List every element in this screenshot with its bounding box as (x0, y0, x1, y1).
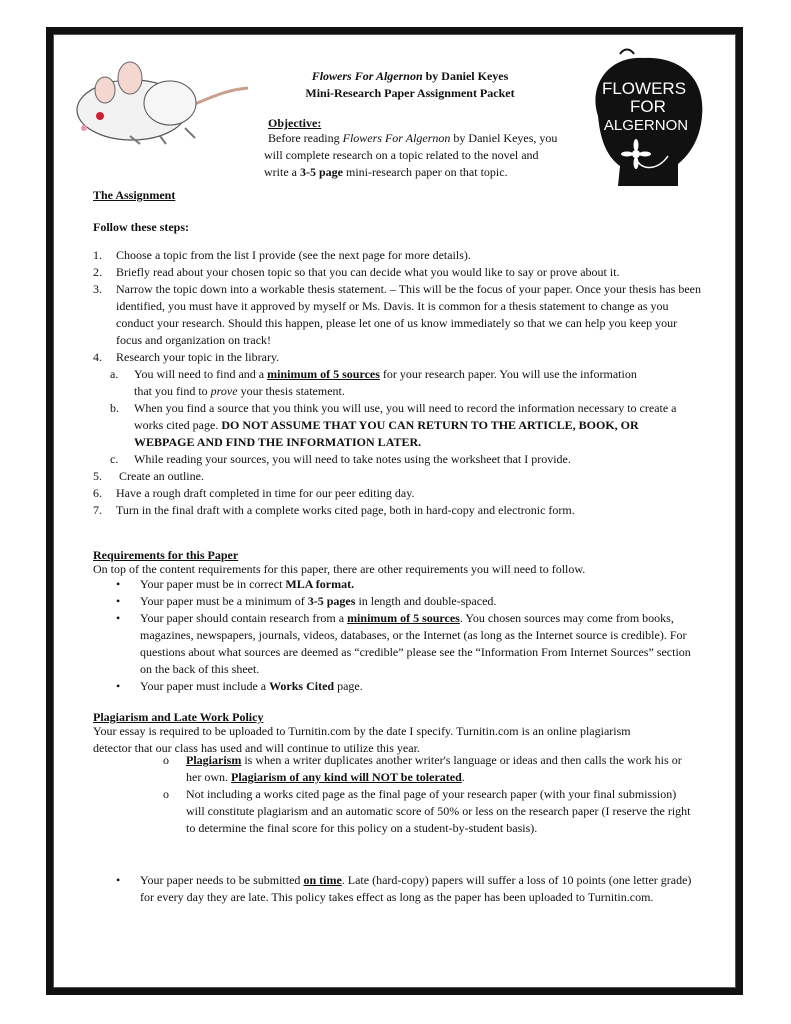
list-item: 6. Have a rough draft completed in time for our peer editing day. (93, 486, 415, 500)
sub-list-item-c: c. While reading your sources, you will need to take notes using the worksheet that I provide. (110, 452, 571, 466)
logo-line-1: FLOWERS (601, 79, 687, 98)
plagiarism-item: o Not including a works cited page as the final page of your research paper (with your final submission) will constitute plagiarism and an automatic score of 50% or less on the research paper (I reserve the right to determine the final score for this policy on a student-by-student basis). (163, 787, 691, 835)
document-title: Flowers For Algernon by Daniel Keyes (311, 69, 509, 83)
requirements-intro: On top of the content requirements for this paper, there are other requirements you will need to follow. (93, 562, 586, 576)
requirement-item: • Your paper must include a Works Cited page. (116, 679, 363, 693)
sub-list-item-b: b. When you find a source that you think you will use, you will need to record the information necessary to create a works cited page. DO NOT ASSUME THAT YOU CAN RETURN TO THE ARTICLE, BOOK, OR WEBPAGE AND FIND THE INFORMATION LATER. (110, 401, 677, 449)
document-subtitle: Mini-Research Paper Assignment Packet (305, 86, 515, 100)
list-item: 5. Create an outline. (93, 469, 204, 483)
list-item: 4. Research your topic in the library. (93, 350, 280, 364)
plagiarism-heading: Plagiarism and Late Work Policy (93, 710, 264, 724)
steps-heading: Follow these steps: (93, 220, 189, 234)
mouse-illustration (70, 48, 250, 148)
requirement-item: • Your paper must be in correct MLA format. (116, 577, 355, 591)
list-item: 7. Turn in the final draft with a complete works cited page, both in hard-copy and electronic form. (93, 503, 575, 517)
list-item: 2. Briefly read about your chosen topic so that you can decide what you would like to say or prove about it. (93, 265, 620, 279)
list-item: 3. Narrow the topic down into a workable thesis statement. – This will be the focus of your paper. Once your thesis has been identified, you must have it approved by myself or Ms. Davis. It is common for a thesis statement to change as you conduct your research. Should this happen, please let one of us know immediately so that we can help you keep your focus and organization on track! (93, 282, 701, 347)
logo-line-3: ALGERNON (603, 117, 689, 134)
objective-text: Before reading Flowers For Algernon by Daniel Keyes, you will complete research on a topic related to the novel and write a 3-5 page mini-research paper on that topic. (264, 131, 558, 179)
book-logo (578, 46, 718, 194)
objective-heading: Objective: (268, 116, 322, 130)
requirement-item: • Your paper must be a minimum of 3-5 pages in length and double-spaced. (116, 594, 497, 608)
requirements-heading: Requirements for this Paper (93, 548, 239, 562)
plagiarism-intro: Your essay is required to be uploaded to Turnitin.com by the date I specify. Turnitin.com is an online plagiarism detector that our class has used and will continue to utilize this year. (93, 724, 631, 755)
plagiarism-item: o Plagiarism is when a writer duplicates another writer's language or ideas and then calls the work his or her own. Plagiarism of any kind will NOT be tolerated. (163, 753, 682, 784)
requirement-item: • Your paper should contain research from a minimum of 5 sources. You chosen sources may come from books, magazines, newspapers, journals, videos, databases, or the Internet (as long as the Internet source is credible). For questions about what sources are deemed as “credible” please see the “Information From Internet Sources” section on the back of this sheet. (116, 611, 691, 676)
assignment-heading: The Assignment (93, 188, 176, 202)
sub-list-item-a: a. You will need to find and a minimum of 5 sources for your research paper. You will use the information that you find to prove your thesis statement. (110, 367, 637, 398)
logo-line-2: FOR (630, 97, 666, 116)
list-item: 1. Choose a topic from the list I provide (see the next page for more details). (93, 248, 471, 262)
late-policy-item: • Your paper needs to be submitted on time. Late (hard-copy) papers will suffer a loss of 10 points (one letter grade) for every day they are late. This policy takes effect as long as the paper has been uploaded to Turnitin.com. (116, 873, 692, 904)
